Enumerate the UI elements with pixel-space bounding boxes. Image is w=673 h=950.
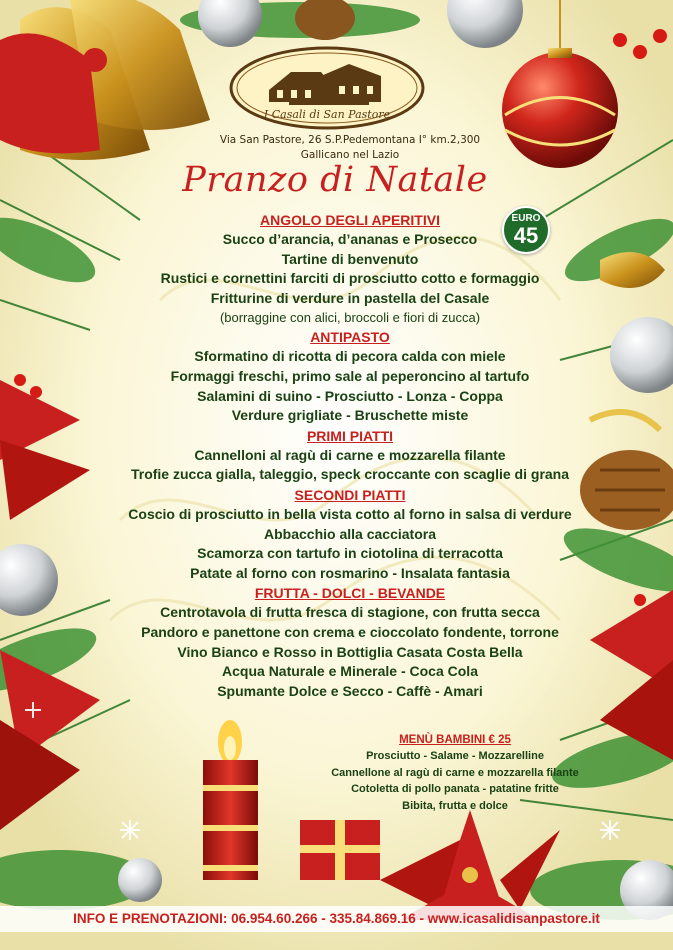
kids-menu-item: Cotoletta di pollo panata - patatine fritte [351,783,559,795]
menu-item: Scamorza con tartufo in ciotolina di terracotta [197,545,503,562]
section-aperitivi [60,210,640,327]
menu-item: Salamini di suino - Prosciutto - Lonza - Coppa [197,387,503,404]
menu-item: Tartine di benvenuto [281,250,419,267]
menu-item: Sformatino di ricotta di pecora calda con miele [194,348,506,365]
menu-item: Cannelloni al ragù di carne e mozzarella filante [194,446,506,463]
section-antipasto [60,327,640,425]
section-title: ANGOLO DEGLI APERITIVI [260,212,440,228]
section-title: PRIMI PIATTI [306,427,394,444]
section-title: FRUTTA - DOLCI - BEVANDE [254,585,446,602]
menu-item: Vino Bianco e Rosso in Bottiglia Casata Costa Bella [177,643,523,660]
menu-item: Coscio di prosciutto in bella vista cotto al forno in salsa di verdure [128,505,572,522]
section-primi [60,426,640,485]
menu-item: Succo d’arancia, d’ananas e Prosecco [222,231,478,247]
menu-item: Rustici e cornettini farciti di prosciutto cotto e formaggio [160,270,540,287]
menu-item: Spumante Dolce e Secco - Caffè - Amari [217,682,483,699]
address-line-2: Gallicano nel Lazio [300,149,400,161]
address [200,133,500,163]
kids-menu-item: Bibita, frutta e dolce [402,799,508,812]
section-secondi [60,485,640,583]
restaurant-logo [229,46,425,130]
menu-item: Acqua Naturale e Minerale - Coca Cola [222,663,478,680]
section-title: ANTIPASTO [310,329,390,346]
menu-item: Verdure grigliate - Bruschette miste [231,407,469,424]
menu-item: Centrotavola di frutta fresca di stagione, con frutta secca [160,604,540,621]
kids-menu-item: Prosciutto - Salame - Mozzarelline [366,750,544,762]
logo-text: I Casali di San Pastore [263,108,391,121]
menu-item: Abbacchio alla cacciatora [264,525,436,542]
menu-item: Formaggi freschi, primo sale al peperoncino al tartufo [170,367,530,384]
footer-contact-info: INFO E PRENOTAZIONI: 06.954.60.266 - 335.84.869.16 - www.icasalidisanpastore.it [0,906,673,932]
kids-menu [305,733,605,814]
menu-note: (borraggine con alici, broccoli e fiori di zucca) [219,310,481,326]
page-title: Pranzo di Natale [182,160,488,200]
section-title: SECONDI PIATTI [294,486,406,503]
menu-item: Fritturine di verdure in pastella del Casale [210,289,490,306]
kids-menu-item: Cannellone al ragù di carne e mozzarella filante [331,766,579,779]
menu-item: Trofie zucca gialla, taleggio, speck croccante con scaglie di grana [130,466,570,483]
menu [60,210,640,701]
price-amount: 45 [513,223,539,248]
menu-item: Patate al forno con rosmarino - Insalata fantasia [190,564,510,581]
price-currency: EURO [511,213,541,224]
section-frutta-dolci-bevande [60,583,640,701]
address-line-1: Via San Pastore, 26 S.P.Pedemontana I° km.2,300 [219,134,481,146]
menu-item: Pandoro e panettone con crema e cioccolato fondente, torrone [141,623,559,640]
kids-menu-title: MENÙ BAMBINI € 25 [399,734,511,746]
